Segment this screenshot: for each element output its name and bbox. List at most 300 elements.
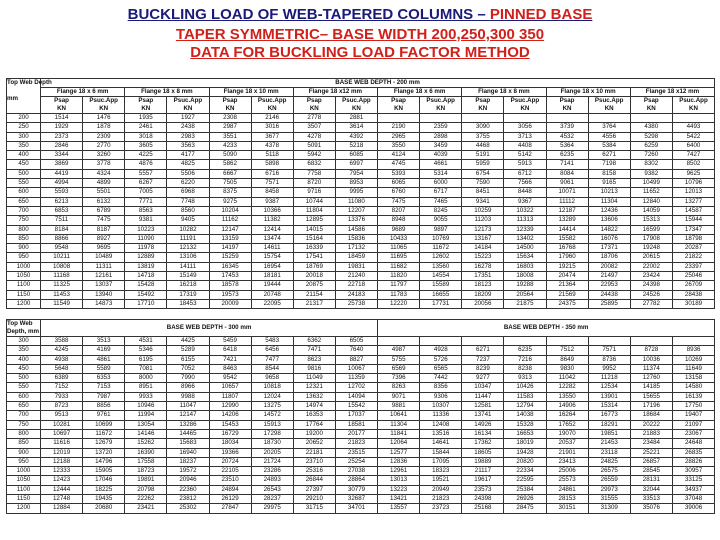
top-web-depth-cell: 600 <box>7 188 41 197</box>
table-cell: 21154 <box>293 290 335 299</box>
table-cell: 8000 <box>125 374 167 383</box>
table-cell: 11453 <box>41 290 83 299</box>
table-cell: 16134 <box>462 429 504 438</box>
table-cell: 21364 <box>546 281 588 290</box>
table-cell: 12444 <box>41 485 83 494</box>
top-web-depth-cell: 1000 <box>7 467 41 476</box>
flange-header: Flange 18 x12 mm <box>293 88 377 97</box>
top-web-depth-cell: 900 <box>7 244 41 253</box>
table-cell: 15164 <box>293 234 335 243</box>
table-cell: 20748 <box>251 290 293 299</box>
table-cell: 12794 <box>504 402 546 411</box>
table-cell: 10433 <box>378 234 420 243</box>
table-cell: 17095 <box>420 457 462 466</box>
table-cell: 9313 <box>504 374 546 383</box>
table-cell: 5913 <box>504 160 546 169</box>
table-cell: 15428 <box>125 281 167 290</box>
table-cell: 17351 <box>462 272 504 281</box>
table-cell: 8187 <box>83 225 125 234</box>
table-cell: 5589 <box>83 364 125 373</box>
table-cell: 5593 <box>41 188 83 197</box>
table-cell: 15683 <box>167 439 209 448</box>
table-cell: 6667 <box>209 169 251 178</box>
table-cell: 19366 <box>209 448 251 457</box>
table-cell: 7571 <box>588 346 630 355</box>
unit-label: KN <box>562 105 572 112</box>
table-cell: 5191 <box>462 151 504 160</box>
table-cell: 26129 <box>209 495 251 504</box>
table-cell: 4324 <box>83 169 125 178</box>
table-cell: 16653 <box>504 429 546 438</box>
unit-label: KN <box>646 105 656 112</box>
table-cell: 27397 <box>293 485 335 494</box>
table-cell: 15754 <box>251 253 293 262</box>
table-cell: 2846 <box>41 141 83 150</box>
table-cell: 21569 <box>546 290 588 299</box>
table-cell: 11049 <box>293 374 335 383</box>
table-cell: 6418 <box>209 346 251 355</box>
table-cell: 12019 <box>41 448 83 457</box>
table-cell: 7505 <box>209 179 251 188</box>
table-cell: 6271 <box>588 151 630 160</box>
table-cell: 30779 <box>335 485 377 494</box>
table-cell: 15328 <box>504 420 546 429</box>
table-cell: 23515 <box>335 448 377 457</box>
psap-label: Psap <box>391 97 406 104</box>
table-cell: 8953 <box>335 179 377 188</box>
table-cell: 18581 <box>335 420 377 429</box>
table-cell: 4392 <box>335 132 377 141</box>
table-cell: 10769 <box>420 234 462 243</box>
table-cell: 19444 <box>251 281 293 290</box>
table-cell: 12961 <box>378 467 420 476</box>
table-cell: 4169 <box>83 346 125 355</box>
table-cell: 6271 <box>462 346 504 355</box>
table-cell: 12702 <box>335 383 377 392</box>
table-cell: 6760 <box>378 188 420 197</box>
table-cell: 7571 <box>251 179 293 188</box>
table-cell: 8723 <box>41 402 83 411</box>
table-cell: 22360 <box>167 485 209 494</box>
table-cell: 10796 <box>672 179 714 188</box>
table-cell: 19407 <box>672 411 714 420</box>
table-cell: 24825 <box>588 457 630 466</box>
page-title <box>0 6 720 23</box>
corner-header <box>7 79 52 114</box>
table-cell: 12024 <box>251 392 293 401</box>
table-cell: 9277 <box>462 374 504 383</box>
table-cell: 11797 <box>378 281 420 290</box>
table-cell: 13516 <box>420 429 462 438</box>
psuc-header <box>83 97 125 114</box>
table-row <box>7 244 715 253</box>
table-cell: 13819 <box>125 262 167 271</box>
table-cell: 12895 <box>293 216 335 225</box>
table-cell <box>462 114 504 123</box>
table-cell: 13402 <box>504 234 546 243</box>
table-cell: 15905 <box>83 467 125 476</box>
table-cell: 7590 <box>462 179 504 188</box>
table-cell: 8448 <box>504 188 546 197</box>
table-cell: 9275 <box>209 197 251 206</box>
table-cell: 17347 <box>672 225 714 234</box>
table-cell: 11313 <box>504 216 546 225</box>
table-cell: 12132 <box>167 244 209 253</box>
table-cell: 12333 <box>41 467 83 476</box>
table-cell: 11382 <box>251 216 293 225</box>
table-cell: 4531 <box>125 337 167 346</box>
table-cell: 15836 <box>335 234 377 243</box>
psuc-label: Psuc.App <box>679 97 708 104</box>
table-cell: 11080 <box>335 197 377 206</box>
table-cell: 23723 <box>420 504 462 513</box>
table-cell: 18181 <box>251 272 293 281</box>
table-cell: 14015 <box>293 225 335 234</box>
table-cell: 7990 <box>167 374 209 383</box>
table-cell: 20474 <box>546 272 588 281</box>
table-cell: 10744 <box>293 197 335 206</box>
table-cell: 29975 <box>251 504 293 513</box>
table-cell: 7475 <box>378 197 420 206</box>
table-cell: 7216 <box>504 355 546 364</box>
table-cell: 3778 <box>83 160 125 169</box>
table-cell: 9995 <box>335 188 377 197</box>
table-cell: 15149 <box>167 272 209 281</box>
table-cell: 12534 <box>588 383 630 392</box>
table-cell: 11616 <box>41 439 83 448</box>
table-cell: 17652 <box>546 420 588 429</box>
table-cell: 14206 <box>209 411 251 420</box>
table-cell: 17453 <box>209 272 251 281</box>
table-row <box>7 299 715 308</box>
top-web-depth-cell: 600 <box>7 392 41 401</box>
table-cell: 9055 <box>420 216 462 225</box>
table-cell: 17371 <box>588 244 630 253</box>
table-cell: 5384 <box>588 141 630 150</box>
top-web-depth-cell: 850 <box>7 234 41 243</box>
table-cell: 6155 <box>167 355 209 364</box>
table-cell: 16339 <box>293 244 335 253</box>
table-cell: 17750 <box>672 402 714 411</box>
table-row <box>7 253 715 262</box>
table-cell: 21317 <box>293 299 335 308</box>
table-cell: 8856 <box>83 402 125 411</box>
table-cell: 10426 <box>504 383 546 392</box>
table-cell: 10067 <box>335 364 377 373</box>
table-cell: 16773 <box>588 411 630 420</box>
table-cell: 9405 <box>167 216 209 225</box>
table-cell: 19572 <box>167 467 209 476</box>
table-cell: 14185 <box>630 383 672 392</box>
table-cell: 16345 <box>209 262 251 271</box>
table-cell: 10499 <box>630 179 672 188</box>
table-cell: 8451 <box>462 188 504 197</box>
table-cell: 14554 <box>420 272 462 281</box>
table-cell: 6362 <box>293 337 335 346</box>
table-cell: 9381 <box>125 216 167 225</box>
table-cell: 4468 <box>462 141 504 150</box>
table-cell: 10211 <box>41 253 83 262</box>
table-cell: 5862 <box>209 160 251 169</box>
table-cell: 15589 <box>420 281 462 290</box>
table-cell: 20564 <box>504 290 546 299</box>
flange-header: Flange 18 x 10 mm <box>209 88 293 97</box>
psap-label: Psap <box>559 97 575 104</box>
unit-label: KN <box>309 105 319 112</box>
table-cell: 10489 <box>83 253 125 262</box>
table-cell: 18225 <box>83 485 125 494</box>
table-cell: 9513 <box>41 411 83 420</box>
table-cell: 11672 <box>420 244 462 253</box>
table-cell: 10699 <box>83 420 125 429</box>
table-cell: 13223 <box>378 485 420 494</box>
table-cell: 19891 <box>125 476 167 485</box>
table-cell: 7198 <box>588 160 630 169</box>
table-cell: 8948 <box>378 216 420 225</box>
table-cell: 7427 <box>672 151 714 160</box>
table-row <box>7 114 715 123</box>
table-row <box>7 216 715 225</box>
table-cell: 12187 <box>546 206 588 215</box>
table-cell: 14111 <box>167 262 209 271</box>
top-web-depth-cell: 850 <box>7 439 41 448</box>
table-cell <box>420 114 462 123</box>
table-cell: 11325 <box>41 281 83 290</box>
table-cell: 3869 <box>41 160 83 169</box>
table-cell: 23421 <box>125 504 167 513</box>
table-cell: 3713 <box>504 132 546 141</box>
table-cell: 29210 <box>293 495 335 504</box>
top-web-depth-cell: 700 <box>7 206 41 215</box>
table-cell: 12602 <box>420 253 462 262</box>
table-cell: 24861 <box>546 485 588 494</box>
table-cell: 23510 <box>209 476 251 485</box>
table-cell: 8563 <box>125 206 167 215</box>
table-cell: 13037 <box>83 281 125 290</box>
table-cell: 4861 <box>83 355 125 364</box>
table-cell: 11672 <box>83 429 125 438</box>
table-cell: 11047 <box>167 402 209 411</box>
table-cell: 20177 <box>335 429 377 438</box>
table-cell: 31715 <box>293 504 335 513</box>
table-cell: 10946 <box>125 402 167 411</box>
table-cell: 14414 <box>546 225 588 234</box>
table-cell: 18123 <box>462 281 504 290</box>
table-cell: 12423 <box>41 476 83 485</box>
table-cell: 13275 <box>251 402 293 411</box>
psuc-header <box>335 97 377 114</box>
table-cell: 7954 <box>335 169 377 178</box>
table-row <box>7 439 715 448</box>
table-cell: 19248 <box>630 244 672 253</box>
table-cell: 9387 <box>251 197 293 206</box>
table-cell: 21497 <box>588 272 630 281</box>
table-cell: 6997 <box>335 160 377 169</box>
table-cell: 4876 <box>125 160 167 169</box>
table-row <box>7 206 715 215</box>
table-cell: 25895 <box>588 299 630 308</box>
table-cell: 6220 <box>167 179 209 188</box>
table-cell: 16803 <box>504 262 546 271</box>
table-cell: 10281 <box>41 420 83 429</box>
table-cell: 30189 <box>672 299 714 308</box>
table-cell: 16729 <box>209 429 251 438</box>
table-row <box>7 383 715 392</box>
table-cell: 32687 <box>335 495 377 504</box>
table-cell: 7081 <box>125 364 167 373</box>
group-header-left: BASE WEB DEPTH - 300 mm <box>41 320 378 337</box>
table-row <box>7 504 715 513</box>
unit-label: KN <box>57 105 67 112</box>
table-cell: 17319 <box>167 290 209 299</box>
table-cell: 9695 <box>83 244 125 253</box>
table-cell: 18008 <box>504 272 546 281</box>
table-cell: 13901 <box>588 392 630 401</box>
table-cell: 16278 <box>462 262 504 271</box>
table-cell: 8720 <box>293 179 335 188</box>
table-cell: 11065 <box>378 244 420 253</box>
unit-label: KN <box>394 105 404 112</box>
table-cell: 25384 <box>504 485 546 494</box>
table-cell: 10808 <box>41 262 83 271</box>
table-cell: 18459 <box>335 253 377 262</box>
table-cell: 8623 <box>293 355 335 364</box>
table-cell: 5289 <box>167 346 209 355</box>
table-cell: 10259 <box>462 206 504 215</box>
table-cell: 5557 <box>125 169 167 178</box>
table-cell: 8184 <box>41 225 83 234</box>
table-cell: 6717 <box>420 188 462 197</box>
table-cell: 3016 <box>251 123 293 132</box>
table-cell: 20287 <box>672 244 714 253</box>
table-cell: 20082 <box>588 262 630 271</box>
top-web-depth-cell: 300 <box>7 337 41 346</box>
table-cell: 28475 <box>504 504 546 513</box>
table-cell: 12414 <box>251 225 293 234</box>
table-cell: 2987 <box>209 123 251 132</box>
table-cell: 19200 <box>293 429 335 438</box>
table-cell: 9542 <box>209 374 251 383</box>
table-cell: 5314 <box>420 169 462 178</box>
table-cell: 6132 <box>83 197 125 206</box>
table-row <box>7 476 715 485</box>
table-cell: 9952 <box>588 364 630 373</box>
table-cell: 23710 <box>293 457 335 466</box>
table-row <box>7 262 715 271</box>
table-cell: 9658 <box>251 374 293 383</box>
table-cell: 7465 <box>420 197 462 206</box>
table-cell: 11168 <box>41 272 83 281</box>
title-line2: TAPER SYMMETRIC– BASE WIDTH 200,250,300 350 <box>175 26 545 43</box>
table-cell: 8866 <box>41 234 83 243</box>
table-cell: 9306 <box>420 392 462 401</box>
table-cell: 17298 <box>251 429 293 438</box>
table-cell: 1514 <box>41 114 83 123</box>
table-cell: 8458 <box>251 188 293 197</box>
top-web-depth-cell: 1100 <box>7 281 41 290</box>
table-cell: 8927 <box>83 234 125 243</box>
table-cell: 25302 <box>167 504 209 513</box>
table-cell: 20205 <box>251 448 293 457</box>
table-cell: 9382 <box>630 169 672 178</box>
table-cell: 6968 <box>167 188 209 197</box>
table-cell: 9165 <box>588 179 630 188</box>
top-web-depth-cell: 1150 <box>7 290 41 299</box>
table-cell: 15314 <box>588 402 630 411</box>
table-cell: 15492 <box>125 290 167 299</box>
table-cell: 14587 <box>672 206 714 215</box>
table-cell: 14611 <box>251 244 293 253</box>
table-cell: 6712 <box>504 169 546 178</box>
table-cell: 18209 <box>462 290 504 299</box>
table-cell: 21724 <box>251 457 293 466</box>
table-cell: 15262 <box>125 439 167 448</box>
table-cell: 7052 <box>167 364 209 373</box>
table-cell: 27038 <box>335 467 377 476</box>
top-web-depth-cell: 350 <box>7 346 41 355</box>
table-cell: 22105 <box>209 467 251 476</box>
table-cell: 9071 <box>378 392 420 401</box>
table-cell: 26835 <box>672 448 714 457</box>
table-cell: 6716 <box>251 169 293 178</box>
top-web-depth-cell: 950 <box>7 253 41 262</box>
table-row <box>7 402 715 411</box>
table-cell: 22718 <box>335 281 377 290</box>
table-cell: 11304 <box>588 197 630 206</box>
unit-label: KN <box>99 105 109 112</box>
table-cell: 7153 <box>83 383 125 392</box>
table-cell: 13560 <box>420 262 462 271</box>
table-cell: 24398 <box>462 495 504 504</box>
table-cell: 11682 <box>378 262 420 271</box>
table-cell: 18769 <box>293 262 335 271</box>
table-row <box>7 188 715 197</box>
table-cell: 3507 <box>293 123 335 132</box>
table-cell: 4225 <box>125 151 167 160</box>
table-cell: 14822 <box>588 225 630 234</box>
table-cell: 2308 <box>209 114 251 123</box>
table-cell: 20537 <box>546 439 588 448</box>
table-cell: 2881 <box>335 114 377 123</box>
table-cell: 3056 <box>504 123 546 132</box>
table-cell: 3563 <box>167 141 209 150</box>
table-cell: 7237 <box>462 355 504 364</box>
table-cell: 39006 <box>672 504 714 513</box>
table-cell: 11042 <box>546 374 588 383</box>
table-cell: 4408 <box>504 141 546 150</box>
table-cell: 5422 <box>672 132 714 141</box>
table-cell: 14796 <box>83 457 125 466</box>
table-cell: 13421 <box>378 495 420 504</box>
table-row <box>7 448 715 457</box>
table-cell: 25006 <box>546 467 588 476</box>
table-cell <box>504 337 546 346</box>
psap-label: Psap <box>54 97 69 104</box>
table-cell: 16139 <box>672 392 714 401</box>
table-cell: 23397 <box>672 262 714 271</box>
table-cell: 18798 <box>672 234 714 243</box>
table-cell: 9061 <box>546 179 588 188</box>
psuc-label: Psuc.App <box>89 97 118 104</box>
top-web-depth-cell: 650 <box>7 197 41 206</box>
table-cell: 14974 <box>293 402 335 411</box>
table-cell: 14500 <box>504 244 546 253</box>
flange-header: Flange 18 x 10 mm <box>546 88 630 97</box>
header-row-sub <box>7 97 715 114</box>
table-cell: 28438 <box>672 290 714 299</box>
table-cell: 12282 <box>546 383 588 392</box>
table-cell: 13376 <box>335 216 377 225</box>
